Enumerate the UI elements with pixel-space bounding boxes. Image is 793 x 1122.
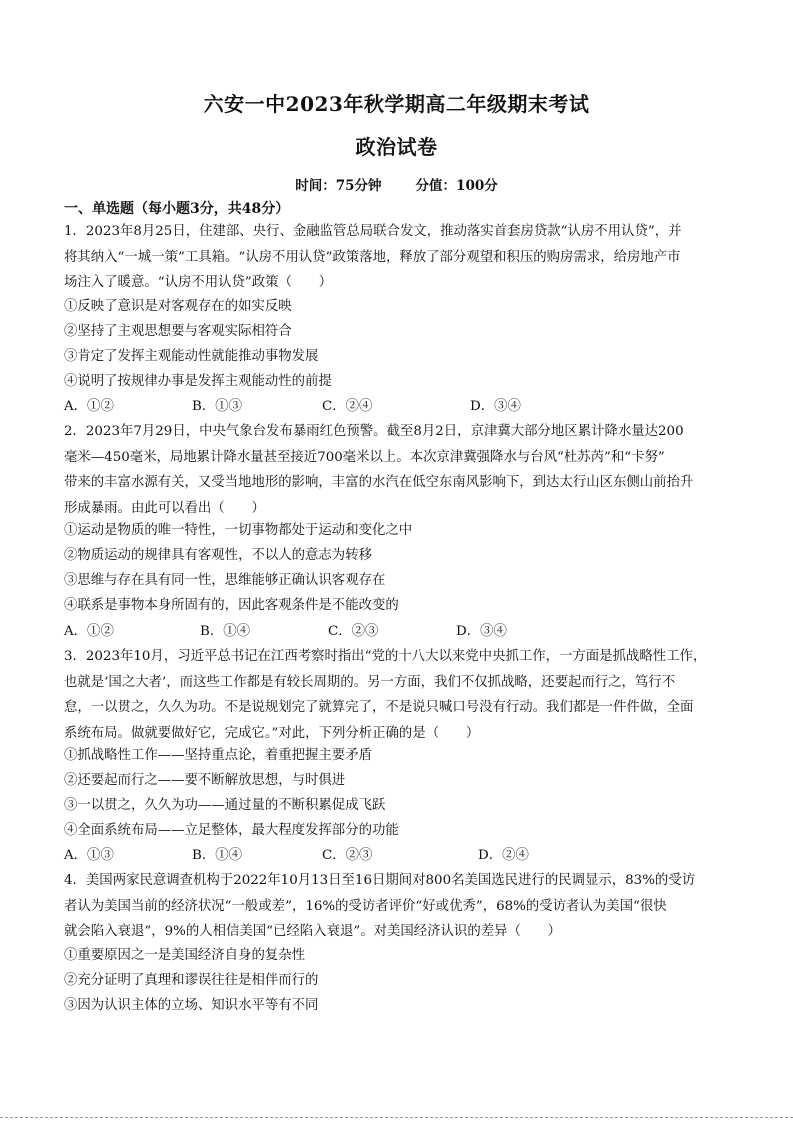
exam-title: 六安一中2023年秋学期高二年级期末考试 <box>203 92 590 116</box>
stem-line: 形成暴雨。由此可以看出（ ） <box>64 500 265 516</box>
choice-c[interactable]: C．②④ <box>322 399 373 414</box>
option: ④说明了按规律办事是发挥主观能动性的前提 <box>64 374 332 389</box>
option: ②物质运动的规律具有客观性，不以人的意志为转移 <box>64 548 372 563</box>
question-3-choices <box>64 843 744 868</box>
stem-line: 4．美国两家民意调查机构于2022年10月13日至16日期间对800名美国选民进行的民调显示，83%的受访 <box>64 873 696 888</box>
stem-line: 1．2023年8月25日，住建部、央行、金融监管总局联合发文，推动落实首套房贷款“认房不用认贷”，并 <box>64 224 682 239</box>
stem-line: 2．2023年7月29日，中央气象台发布暴雨红色预警。截至8月2日，京津冀大部分地区累计降水量达200 <box>64 424 684 439</box>
option: ③因为认识主体的立场、知识水平等有不同 <box>64 998 319 1013</box>
question-4-stem <box>64 868 734 945</box>
option: ②还要起而行之——要不断解放思想，与时俱进 <box>64 773 346 788</box>
exam-score: 分值：100分 <box>415 178 498 194</box>
choice-a[interactable]: A．①② <box>64 399 114 414</box>
option: ①重要原因之一是美国经济自身的复杂性 <box>64 948 306 963</box>
option: ④联系是事物本身所固有的，因此客观条件是不能改变的 <box>64 598 399 613</box>
choice-a[interactable]: A．①② <box>64 624 114 639</box>
stem-line: 带来的丰富水源有关，又受当地地形的影响，丰富的水汽在低空东南风影响下，到达太行山区东侧山前抬升 <box>64 475 694 490</box>
option: ②充分证明了真理和谬误往往是相伴而行的 <box>64 973 319 988</box>
option: ④全面系统布局——立足整体，最大程度发挥部分的功能 <box>64 823 399 838</box>
question-1-options <box>64 294 744 394</box>
question-3-stem <box>64 644 734 746</box>
stem-line: 将其纳入“一城一策”工具箱。“认房不用认贷”政策落地，释放了部分观望和积压的购房需求，给房地产市 <box>64 249 681 265</box>
choice-b[interactable]: B．①④ <box>192 848 243 863</box>
question-1-stem <box>64 219 734 296</box>
stem-line: 毫米—450毫米，局地累计降水量甚至接近700毫米以上。本次京津冀强降水与台风“杜苏芮”和“卡努” <box>64 449 665 465</box>
option: ②坚持了主观思想要与客观实际相符合 <box>64 324 292 339</box>
question-3-options <box>64 743 744 843</box>
option: ③一以贯之，久久为功——通过量的不断积累促成飞跃 <box>64 798 386 813</box>
choice-c[interactable]: C．②③ <box>328 624 379 639</box>
choice-c[interactable]: C．②③ <box>322 848 373 863</box>
stem-line: 系统布局。做就要做好它，完成它。”对此，下列分析正确的是（ ） <box>64 725 480 741</box>
stem-line: 者认为美国当前的经济状况“一般或差”，16%的受访者评价“好或优秀”，68%的受访者认为美国“很快 <box>64 898 667 914</box>
section-heading: 一、单选题（每小题3分，共48分） <box>64 201 290 217</box>
choice-b[interactable]: B．①③ <box>192 399 243 414</box>
exam-subtitle: 政治试卷 <box>355 135 438 159</box>
stem-line: 也就是‘国之大者’，而这些工作都是有较长周期的。另一方面，我们不仅抓战略，还要起而行之，笃行不 <box>64 674 676 690</box>
choice-b[interactable]: B．①④ <box>200 624 251 639</box>
question-4-options <box>64 943 744 1018</box>
option: ③肯定了发挥主观能动性就能推动事物发展 <box>64 349 319 364</box>
stem-line: 就会陷入衰退”，9%的人相信美国“已经陷入衰退”。对美国经济认识的差异（ ） <box>64 924 562 939</box>
option: ①反映了意识是对客观存在的如实反映 <box>64 299 292 314</box>
exam-time: 时间：75分钟 <box>295 178 382 194</box>
option: ③思维与存在具有同一性，思维能够正确认识客观存在 <box>64 573 386 588</box>
question-2-stem <box>64 419 734 521</box>
question-2-choices <box>64 619 744 644</box>
question-1-choices <box>64 394 744 419</box>
question-2-options <box>64 518 744 618</box>
exam-meta <box>0 174 793 194</box>
choice-a[interactable]: A．①③ <box>64 848 114 863</box>
choice-d[interactable]: D．③④ <box>456 624 507 639</box>
stem-line: 场注入了暖意。“认房不用认贷”政策（ ） <box>64 275 333 290</box>
choice-d[interactable]: D．②④ <box>478 848 529 863</box>
option: ①抓战略性工作——坚持重点论，着重把握主要矛盾 <box>64 748 372 763</box>
choice-d[interactable]: D．③④ <box>470 399 521 414</box>
stem-line: 怠，一以贯之，久久为功。不是说规划完了就算完了，不是说只喊口号没有行动。我们都是一件件做，全面 <box>64 700 694 715</box>
page-bottom-divider <box>0 1117 793 1118</box>
option: ①运动是物质的唯一特性，一切事物都处于运动和变化之中 <box>64 523 413 538</box>
stem-line: 3．2023年10月，习近平总书记在江西考察时指出“党的十八大以来党中央抓工作，一方面是抓战略性工作， <box>64 649 707 664</box>
